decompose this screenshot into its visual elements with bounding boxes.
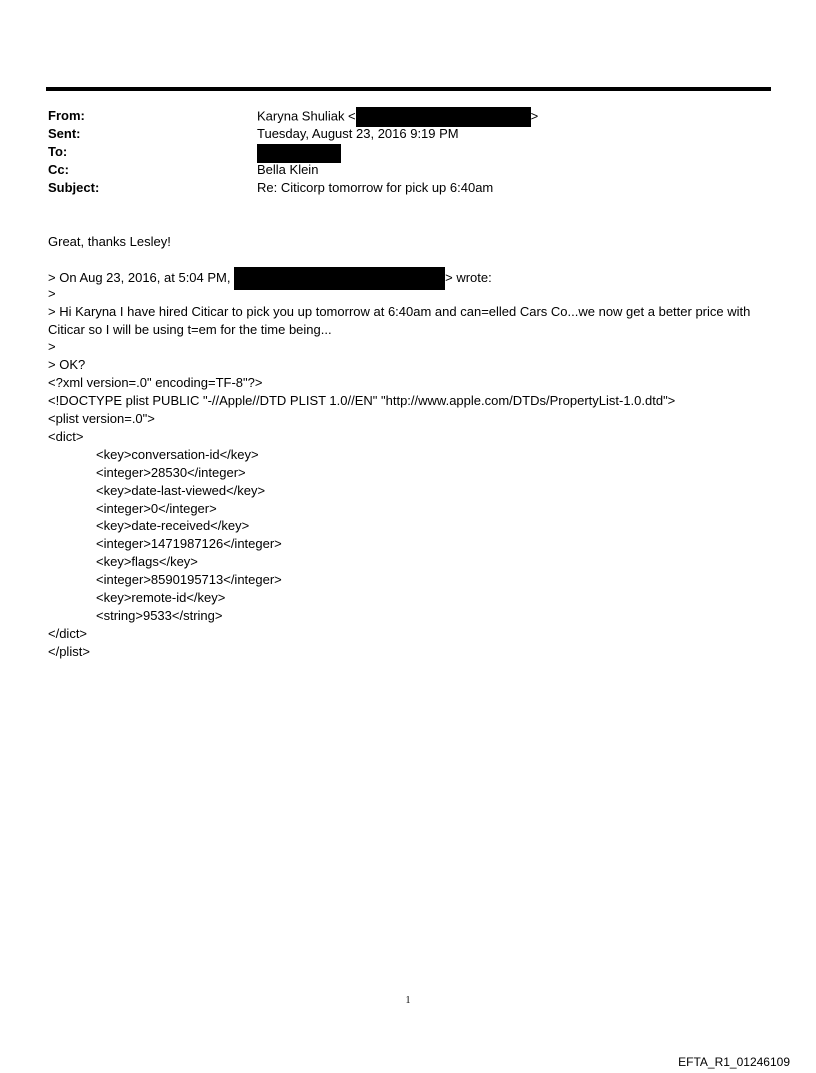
redaction-box xyxy=(234,267,445,290)
quote-intro xyxy=(48,267,768,285)
cc-value: Bella Klein xyxy=(257,162,319,177)
xml-dict-open: <dict> xyxy=(48,428,84,444)
sent-label: Sent: xyxy=(48,126,81,141)
cc-label: Cc: xyxy=(48,162,69,177)
quote-message: > Hi Karyna I have hired Citicar to pick you up tomorrow at 6:40am and can=elled Cars Co...we now get a better price with Citicar so I will be using t=em for the time being... xyxy=(48,303,751,337)
from-value xyxy=(257,107,538,127)
xml-line: <integer>8590195713</integer> xyxy=(96,572,282,588)
xml-line: <key>date-received</key> xyxy=(96,518,250,534)
sent-row xyxy=(48,125,768,143)
quote-ok: > OK? xyxy=(48,357,86,373)
quote-blank-line: > xyxy=(48,339,56,355)
from-close: > xyxy=(530,108,539,124)
cc-row xyxy=(48,161,768,179)
xml-line: <key>conversation-id</key> xyxy=(96,446,259,462)
xml-line: <key>flags</key> xyxy=(96,554,198,570)
header-rule xyxy=(46,87,771,91)
email-header xyxy=(48,107,768,197)
redaction-box xyxy=(356,107,531,127)
sent-value: Tuesday, August 23, 2016 9:19 PM xyxy=(257,126,459,141)
xml-line: <key>remote-id</key> xyxy=(96,589,226,605)
to-label: To: xyxy=(48,144,68,159)
xml-declaration: <?xml version=.0" encoding=TF-8"?> xyxy=(48,375,263,391)
xml-line: <string>9533</string> xyxy=(96,607,223,623)
xml-line: <integer>1471987126</integer> xyxy=(96,536,282,552)
from-row xyxy=(48,107,768,125)
from-label: From: xyxy=(48,108,85,123)
greeting: Great, thanks Lesley! xyxy=(48,234,171,249)
xml-line: <integer>28530</integer> xyxy=(96,464,246,480)
email-body xyxy=(48,233,768,661)
from-name: Karyna Shuliak < xyxy=(257,108,356,124)
subject-value: Re: Citicorp tomorrow for pick up 6:40am xyxy=(257,180,494,195)
to-value xyxy=(257,143,341,163)
page-number: 1 xyxy=(405,995,411,1006)
quote-intro-suffix: > wrote: xyxy=(445,269,492,285)
to-row xyxy=(48,143,768,161)
xml-dict-close: </dict> xyxy=(48,625,88,641)
quote-blank-line: > xyxy=(48,285,56,301)
subject-row xyxy=(48,179,768,197)
xml-doctype: <!DOCTYPE plist PUBLIC "-//Apple//DTD PLIST 1.0//EN" "http://www.apple.com/DTDs/PropertyList-1.0.dtd"> xyxy=(48,393,676,409)
quote-intro-prefix: > On Aug 23, 2016, at 5:04 PM, xyxy=(48,269,231,285)
subject-label: Subject: xyxy=(48,180,100,195)
xml-plist-open: <plist version=.0"> xyxy=(48,411,155,427)
xml-plist-close: </plist> xyxy=(48,643,90,659)
document-id: EFTA_R1_01246109 xyxy=(678,1055,790,1069)
xml-line: <key>date-last-viewed</key> xyxy=(96,482,266,498)
xml-line: <integer>0</integer> xyxy=(96,500,217,516)
